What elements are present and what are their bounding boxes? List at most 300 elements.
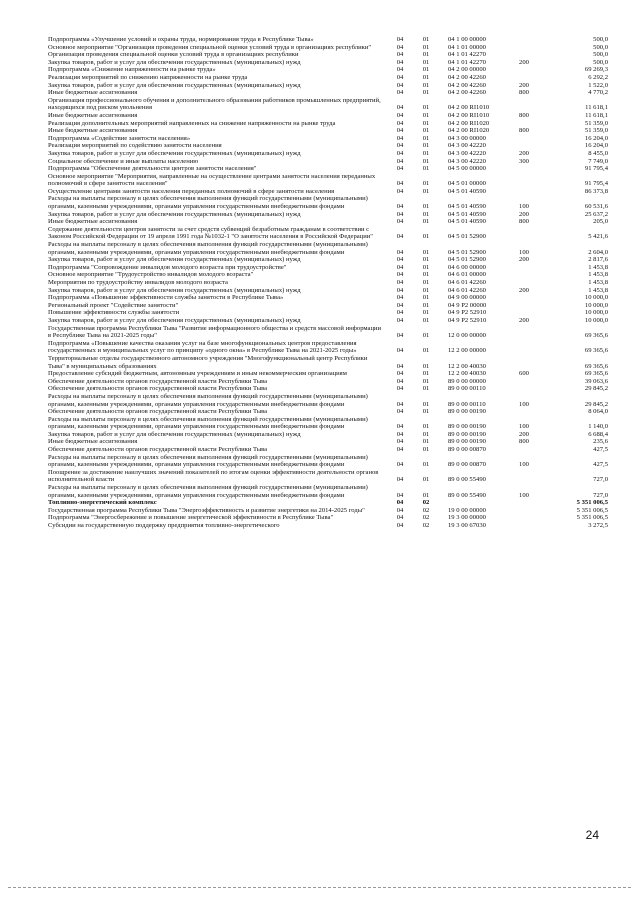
row-section: 04	[396, 248, 404, 256]
table-row	[48, 211, 608, 219]
row-target-code: 12 2 00 40030	[448, 362, 486, 370]
row-expense-type: 200	[519, 256, 529, 264]
row-expense-type: 800	[519, 89, 529, 97]
table-row	[48, 378, 608, 386]
row-expense-type: 100	[519, 423, 529, 431]
row-section: 04	[396, 203, 404, 211]
table-row	[48, 431, 608, 439]
row-amount: 6 292,2	[588, 73, 608, 81]
row-section: 04	[396, 362, 404, 370]
row-section: 04	[396, 149, 404, 157]
row-section: 04	[396, 51, 404, 59]
row-name: Закупка товаров, работ и услуг для обеспечения государственных (муниципальных) нужд	[48, 256, 301, 264]
table-row	[48, 97, 608, 112]
bottom-divider	[8, 887, 631, 888]
table-row	[48, 446, 608, 454]
table-row	[48, 89, 608, 97]
row-section: 04	[396, 514, 404, 522]
row-target-code: 04 1 01 00000	[448, 43, 486, 51]
row-target-code: 19 3 00 00000	[448, 514, 486, 522]
table-row	[48, 294, 608, 302]
row-target-code: 04 6 01 42260	[448, 279, 486, 286]
row-subsection: 01	[422, 370, 430, 378]
row-name: Расходы на выплаты персоналу в целях обеспечения выполнения функций государственными (муниципальными) органами, казенными учреждениями, органами управления государственными внебюджетными фондами	[48, 453, 368, 469]
row-target-code: 89 0 00 00870	[448, 446, 486, 454]
row-section: 04	[396, 430, 404, 438]
table-row	[48, 112, 608, 120]
row-expense-type: 600	[519, 370, 529, 378]
row-subsection: 02	[422, 514, 430, 522]
row-section: 04	[396, 408, 404, 416]
table-row	[48, 226, 608, 241]
row-subsection: 01	[422, 423, 430, 431]
row-expense-type: 200	[519, 316, 529, 324]
row-amount: 727,0	[593, 476, 608, 484]
row-expense-type: 200	[519, 149, 529, 157]
row-subsection: 01	[422, 446, 430, 454]
row-amount: 69 365,6	[584, 347, 608, 355]
row-section: 04	[396, 461, 404, 469]
row-subsection: 02	[422, 506, 430, 514]
row-subsection: 01	[422, 400, 430, 408]
row-amount: 500,0	[593, 51, 608, 59]
row-section: 04	[396, 271, 404, 279]
row-target-code: 04 2 00 RI1020	[448, 119, 490, 127]
row-subsection: 01	[422, 377, 430, 385]
row-amount: 8 064,0	[588, 408, 608, 416]
row-amount: 2 817,6	[588, 256, 608, 264]
row-target-code: 04 5 01 40590	[448, 187, 486, 195]
row-target-code: 19 0 00 00000	[448, 506, 486, 514]
table-row	[48, 271, 608, 279]
row-target-code: 04 2 00 42260	[448, 89, 486, 97]
row-expense-type: 100	[519, 461, 529, 469]
row-name: Осуществление центрами занятости населения переданных полномочий в сфере занятости населения	[48, 187, 335, 195]
row-section: 04	[396, 423, 404, 431]
row-amount: 91 795,4	[584, 165, 608, 173]
row-target-code: 12 0 00 00000	[448, 332, 486, 340]
row-name: Социальное обеспечение и иные выплаты населению	[48, 157, 199, 165]
row-expense-type: 800	[519, 438, 529, 446]
row-expense-type: 800	[519, 218, 529, 226]
row-subsection: 01	[422, 36, 430, 43]
row-amount: 51 359,0	[584, 127, 608, 135]
row-target-code: 04 5 01 40590	[448, 218, 486, 226]
row-subsection: 01	[422, 461, 430, 469]
row-name: Закупка товаров, работ и услуг для обеспечения государственных (муниципальных) нужд	[48, 149, 301, 157]
row-target-code: 04 2 00 RI1010	[448, 104, 490, 112]
row-amount: 500,0	[593, 58, 608, 66]
row-amount: 10 000,0	[584, 316, 608, 324]
row-subsection: 01	[422, 332, 430, 340]
row-expense-type: 200	[519, 430, 529, 438]
table-row	[48, 120, 608, 128]
row-target-code: 04 1 01 42270	[448, 51, 486, 59]
table-row	[48, 195, 608, 210]
row-subsection: 01	[422, 263, 430, 271]
table-row	[48, 514, 608, 522]
row-name: Организация проведения специальной оценки условий труда в организациях республики	[48, 51, 299, 59]
row-expense-type: 800	[519, 127, 529, 135]
row-target-code: 04 6 01 42260	[448, 286, 486, 294]
row-section: 04	[396, 400, 404, 408]
budget-table	[48, 36, 608, 530]
row-name: Подпрограмма «Содействие занятости населения»	[48, 134, 191, 142]
table-row	[48, 469, 608, 484]
row-amount: 10 000,0	[584, 309, 608, 317]
row-name: Предоставление субсидий бюджетным, автономным учреждениям и иным некоммерческим организациям	[48, 370, 347, 378]
row-subsection: 01	[422, 165, 430, 173]
table-row	[48, 173, 608, 188]
row-amount: 25 637,2	[584, 210, 608, 218]
row-amount: 500,0	[593, 43, 608, 51]
row-subsection: 01	[422, 385, 430, 393]
row-subsection: 01	[422, 476, 430, 484]
row-subsection: 01	[422, 142, 430, 150]
row-target-code: 89 0 00 55490	[448, 491, 486, 499]
row-subsection: 01	[422, 430, 430, 438]
row-target-code: 04 2 00 RI1020	[448, 127, 490, 135]
row-name: Региональный проект "Содействие занятости"	[48, 301, 179, 309]
row-amount: 7 749,0	[588, 157, 608, 165]
table-row	[48, 142, 608, 150]
row-name: Закупка товаров, работ и услуг для обеспечения государственных (муниципальных) нужд	[48, 81, 301, 89]
row-subsection: 01	[422, 279, 430, 286]
table-row	[48, 218, 608, 226]
row-section: 04	[396, 127, 404, 135]
row-amount: 500,0	[593, 36, 608, 43]
row-target-code: 04 1 00 00000	[448, 36, 486, 43]
row-name: Территориальные отделы государственного автономного учреждения "Многофункциональный центр Республики Тыва" в муниципальных образованиях	[48, 354, 368, 370]
row-target-code: 89 0 00 00110	[448, 385, 486, 393]
row-subsection: 01	[422, 73, 430, 81]
row-expense-type: 800	[519, 111, 529, 119]
row-target-code: 89 0 00 00190	[448, 430, 486, 438]
row-name: Основное мероприятие "Организация проведения специальной оценки условий труда в организациях республики"	[48, 43, 372, 51]
row-target-code: 89 0 00 00000	[448, 377, 486, 385]
row-target-code: 04 6 01 00000	[448, 271, 486, 279]
row-section: 04	[396, 491, 404, 499]
row-subsection: 01	[422, 316, 430, 324]
table-row	[48, 454, 608, 469]
row-subsection: 01	[422, 248, 430, 256]
row-name: Топливно-энергетический комплекс	[48, 499, 157, 507]
table-row	[48, 279, 608, 287]
row-name: Обеспечение деятельности органов государственной власти Республики Тыва	[48, 385, 268, 393]
row-target-code: 04 2 00 42260	[448, 73, 486, 81]
row-amount: 1 453,8	[588, 279, 608, 286]
row-target-code: 12 2 00 40030	[448, 370, 486, 378]
row-subsection: 01	[422, 66, 430, 74]
row-amount: 3 272,5	[588, 522, 608, 529]
row-target-code: 04 5 00 00000	[448, 165, 486, 173]
row-subsection: 01	[422, 119, 430, 127]
row-subsection: 01	[422, 149, 430, 157]
row-name: Содержание деятельности центров занятости за счет средств субвенций безработным гражданам в соответствии с Законом Российской Федерации от 19 апреля 1991 года №1032-1 "О занятости населения в Российской Федерации"	[48, 225, 373, 241]
row-section: 04	[396, 165, 404, 173]
row-subsection: 02	[422, 522, 430, 529]
table-row	[48, 317, 608, 325]
row-target-code: 04 9 P2 52910	[448, 309, 487, 317]
row-subsection: 01	[422, 301, 430, 309]
row-subsection: 01	[422, 89, 430, 97]
table-row	[48, 309, 608, 317]
row-name: Расходы на выплаты персоналу в целях обеспечения выполнения функций государственными (муниципальными) органами, казенными учреждениями, органами управления государственными внебюджетными фондами	[48, 392, 368, 408]
row-target-code: 04 5 01 52900	[448, 256, 486, 264]
row-name: Мероприятия по трудоустройству инвалидов молодого возраста	[48, 279, 228, 286]
table-row	[48, 256, 608, 264]
row-expense-type: 100	[519, 400, 529, 408]
row-section: 04	[396, 43, 404, 51]
row-target-code: 04 5 01 52900	[448, 248, 486, 256]
row-name: Расходы на выплаты персоналу в целях обеспечения выполнения функций государственными (муниципальными) органами, казенными учреждениями, органами управления государственными внебюджетными фондами	[48, 484, 368, 499]
row-name: Закупка товаров, работ и услуг для обеспечения государственных (муниципальных) нужд	[48, 286, 301, 294]
row-section: 04	[396, 73, 404, 81]
table-row	[48, 59, 608, 67]
row-subsection: 01	[422, 58, 430, 66]
table-row	[48, 438, 608, 446]
row-name: Расходы на выплаты персоналу в целях обеспечения выполнения функций государственными (муниципальными) органами, казенными учреждениями, органами управления государственными внебюджетными фондами	[48, 241, 368, 256]
table-row	[48, 66, 608, 74]
row-amount: 205,0	[593, 218, 608, 226]
row-target-code: 04 9 00 00000	[448, 294, 486, 302]
row-expense-type: 100	[519, 491, 529, 499]
table-row	[48, 416, 608, 431]
row-subsection: 01	[422, 111, 430, 119]
row-amount: 29 845,2	[584, 385, 608, 393]
row-amount: 69 269,3	[584, 66, 608, 74]
row-name: Закупка товаров, работ и услуг для обеспечения государственных (муниципальных) нужд	[48, 316, 301, 324]
row-target-code: 04 5 01 00000	[448, 180, 486, 188]
row-amount: 427,5	[593, 446, 608, 454]
row-name: Иные бюджетные ассигнования	[48, 111, 138, 119]
row-amount: 5 421,6	[588, 233, 608, 241]
row-subsection: 01	[422, 294, 430, 302]
table-row	[48, 44, 608, 52]
row-section: 04	[396, 58, 404, 66]
row-name: Расходы на выплаты персоналу в целях обеспечения выполнения функций государственными (муниципальными) органами, казенными учреждениями, органами управления государственными внебюджетными фондами	[48, 195, 368, 211]
row-subsection: 01	[422, 362, 430, 370]
row-name: Подпрограмма «Повышение качества оказания услуг на базе многофункциональных центров предоставления государственных и муниципальных услуг по принципу «одного окна» в Республике Тыва на 2021-2025 годы»	[48, 339, 357, 355]
row-section: 04	[396, 210, 404, 218]
row-subsection: 01	[422, 408, 430, 416]
row-amount: 5 351 006,5	[576, 506, 608, 514]
row-name: Государственная программа Республики Тыва "Энергоэффективность и развитие энергетики на 2014-2025 годы"	[48, 506, 365, 514]
row-target-code: 04 1 01 42270	[448, 58, 486, 66]
table-row	[48, 74, 608, 82]
row-section: 04	[396, 377, 404, 385]
row-section: 04	[396, 256, 404, 264]
row-section: 04	[396, 36, 404, 43]
row-section: 04	[396, 446, 404, 454]
table-row	[48, 51, 608, 59]
row-amount: 39 063,6	[584, 377, 608, 385]
row-subsection: 01	[422, 43, 430, 51]
row-section: 04	[396, 506, 404, 514]
row-name: Расходы на выплаты персоналу в целях обеспечения выполнения функций государственными (муниципальными) органами, казенными учреждениями, органами управления государственными внебюджетными фондами	[48, 415, 368, 431]
row-name: Закупка товаров, работ и услуг для обеспечения государственных (муниципальных) нужд	[48, 210, 301, 218]
table-row	[48, 507, 608, 515]
row-section: 04	[396, 218, 404, 226]
row-amount: 1 140,0	[588, 423, 608, 431]
row-name: Иные бюджетные ассигнования	[48, 89, 138, 97]
row-section: 04	[396, 119, 404, 127]
table-row	[48, 135, 608, 143]
row-name: Основное мероприятие "Мероприятия, направленные на осуществление центрами занятости населения переданных полномочий в сфере занятости населения"	[48, 172, 376, 188]
table-row	[48, 127, 608, 135]
row-target-code: 89 0 00 00870	[448, 461, 486, 469]
row-amount: 10 000,0	[584, 301, 608, 309]
row-name: Закупка товаров, работ и услуг для обеспечения государственных (муниципальных) нужд	[48, 430, 301, 438]
row-section: 04	[396, 157, 404, 165]
row-amount: 427,5	[593, 461, 608, 469]
page-number: 24	[585, 828, 599, 842]
row-target-code: 19 3 00 67030	[448, 522, 486, 529]
row-amount: 16 204,0	[584, 134, 608, 142]
row-amount: 6 688,4	[588, 430, 608, 438]
row-target-code: 04 2 00 00000	[448, 66, 486, 74]
table-row	[48, 264, 608, 272]
row-name: Иные бюджетные ассигнования	[48, 218, 138, 226]
row-target-code: 89 0 00 00190	[448, 423, 486, 431]
row-name: Реализация мероприятий по снижению напряженности на рынке труда	[48, 73, 248, 81]
row-amount: 69 365,6	[584, 362, 608, 370]
row-name: Иные бюджетные ассигнования	[48, 127, 138, 135]
row-subsection: 01	[422, 187, 430, 195]
row-expense-type: 200	[519, 58, 529, 66]
row-subsection: 01	[422, 438, 430, 446]
table-row	[48, 499, 608, 507]
row-name: Субсидии на государственную поддержку предприятия топливно-энергетического	[48, 522, 280, 529]
row-target-code: 89 0 00 00190	[448, 438, 486, 446]
row-subsection: 01	[422, 218, 430, 226]
row-amount: 10 000,0	[584, 294, 608, 302]
row-amount: 4 770,2	[588, 89, 608, 97]
row-amount: 29 845,2	[584, 400, 608, 408]
table-row	[48, 522, 608, 530]
row-target-code: 89 0 00 00190	[448, 408, 486, 416]
row-amount: 727,0	[593, 491, 608, 499]
row-target-code: 04 9 P2 00000	[448, 301, 487, 309]
row-subsection: 01	[422, 104, 430, 112]
row-section: 04	[396, 233, 404, 241]
row-section: 04	[396, 89, 404, 97]
row-subsection: 02	[422, 499, 430, 507]
row-section: 04	[396, 134, 404, 142]
row-section: 04	[396, 476, 404, 484]
row-target-code: 04 5 01 40590	[448, 210, 486, 218]
row-section: 04	[396, 279, 404, 286]
row-target-code: 04 3 00 42220	[448, 142, 486, 150]
row-amount: 1 453,8	[588, 263, 608, 271]
table-row	[48, 385, 608, 393]
row-name: Повышение эффективности службы занятости	[48, 309, 180, 317]
row-subsection: 01	[422, 347, 430, 355]
row-subsection: 01	[422, 286, 430, 294]
table-row	[48, 165, 608, 173]
row-subsection: 01	[422, 180, 430, 188]
row-section: 04	[396, 316, 404, 324]
row-amount: 69 365,6	[584, 370, 608, 378]
table-row	[48, 241, 608, 256]
row-name: Реализация дополнительных мероприятий направленных на снижение напряженности на рынке труда	[48, 119, 336, 127]
row-name: Обеспечение деятельности органов государственной власти Республики Тыва	[48, 446, 268, 454]
row-target-code: 04 3 00 42220	[448, 149, 486, 157]
row-target-code: 04 3 00 42220	[448, 157, 486, 165]
row-amount: 86 373,8	[584, 187, 608, 195]
row-subsection: 01	[422, 203, 430, 211]
row-section: 04	[396, 347, 404, 355]
row-section: 04	[396, 66, 404, 74]
row-subsection: 01	[422, 491, 430, 499]
row-name: Закупка товаров, работ и услуг для обеспечения государственных (муниципальных) нужд	[48, 58, 301, 66]
row-expense-type: 200	[519, 286, 529, 294]
row-section: 04	[396, 438, 404, 446]
row-amount: 11 618,1	[585, 104, 608, 112]
row-section: 04	[396, 187, 404, 195]
table-row	[48, 36, 608, 44]
row-amount: 91 795,4	[584, 180, 608, 188]
row-expense-type: 300	[519, 157, 529, 165]
row-expense-type: 100	[519, 203, 529, 211]
table-row	[48, 370, 608, 378]
row-section: 04	[396, 309, 404, 317]
row-section: 04	[396, 81, 404, 89]
table-row	[48, 340, 608, 355]
row-name: Иные бюджетные ассигнования	[48, 438, 138, 446]
row-name: Реализация мероприятий по содействию занятости населения	[48, 142, 222, 150]
row-subsection: 01	[422, 256, 430, 264]
row-target-code: 04 6 00 00000	[448, 263, 486, 271]
row-name: Подпрограмма "Обеспечение деятельности центров занятости населения"	[48, 165, 257, 173]
row-name: Подпрограмма "Сопровождение инвалидов молодого возраста при трудоустройстве"	[48, 263, 287, 271]
row-section: 04	[396, 142, 404, 150]
table-row	[48, 484, 608, 499]
row-name: Обеспечение деятельности органов государственной власти Республики Тыва	[48, 377, 268, 385]
table-row	[48, 408, 608, 416]
row-amount: 1 522,0	[588, 81, 608, 89]
row-section: 04	[396, 385, 404, 393]
row-amount: 11 618,1	[585, 111, 608, 119]
row-subsection: 01	[422, 134, 430, 142]
row-name: Основное мероприятие "Трудоустройство инвалидов молодого возраста"	[48, 271, 254, 279]
table-row	[48, 393, 608, 408]
row-amount: 60 531,6	[584, 203, 608, 211]
row-section: 04	[396, 104, 404, 112]
row-name: Организация профессионального обучения и дополнительного образования работников промышленных предприятий, находящихся под риском увольнения	[48, 96, 381, 112]
row-amount: 1 453,8	[588, 286, 608, 294]
row-section: 04	[396, 286, 404, 294]
row-amount: 1 453,8	[588, 271, 608, 279]
row-amount: 5 351 006,5	[576, 499, 608, 507]
row-target-code: 04 3 00 00000	[448, 134, 486, 142]
row-name: Поощрение за достижение наилучших значений показателей по итогам оценки эффективности деятельности органов исполнительной власти	[48, 468, 379, 484]
row-section: 04	[396, 522, 404, 529]
row-amount: 8 455,0	[588, 149, 608, 157]
row-target-code: 04 5 01 40590	[448, 203, 486, 211]
row-name: Подпрограмма «Снижение напряженности на рынке труда»	[48, 66, 216, 74]
row-name: Подпрограмма «Повышение эффективности службы занятости в Республике Тыва»	[48, 294, 284, 302]
row-section: 04	[396, 294, 404, 302]
row-subsection: 01	[422, 51, 430, 59]
row-section: 04	[396, 111, 404, 119]
row-section: 04	[396, 332, 404, 340]
row-expense-type: 100	[519, 248, 529, 256]
row-subsection: 01	[422, 210, 430, 218]
row-subsection: 01	[422, 271, 430, 279]
row-target-code: 04 2 00 RI1010	[448, 111, 490, 119]
table-row	[48, 355, 608, 370]
